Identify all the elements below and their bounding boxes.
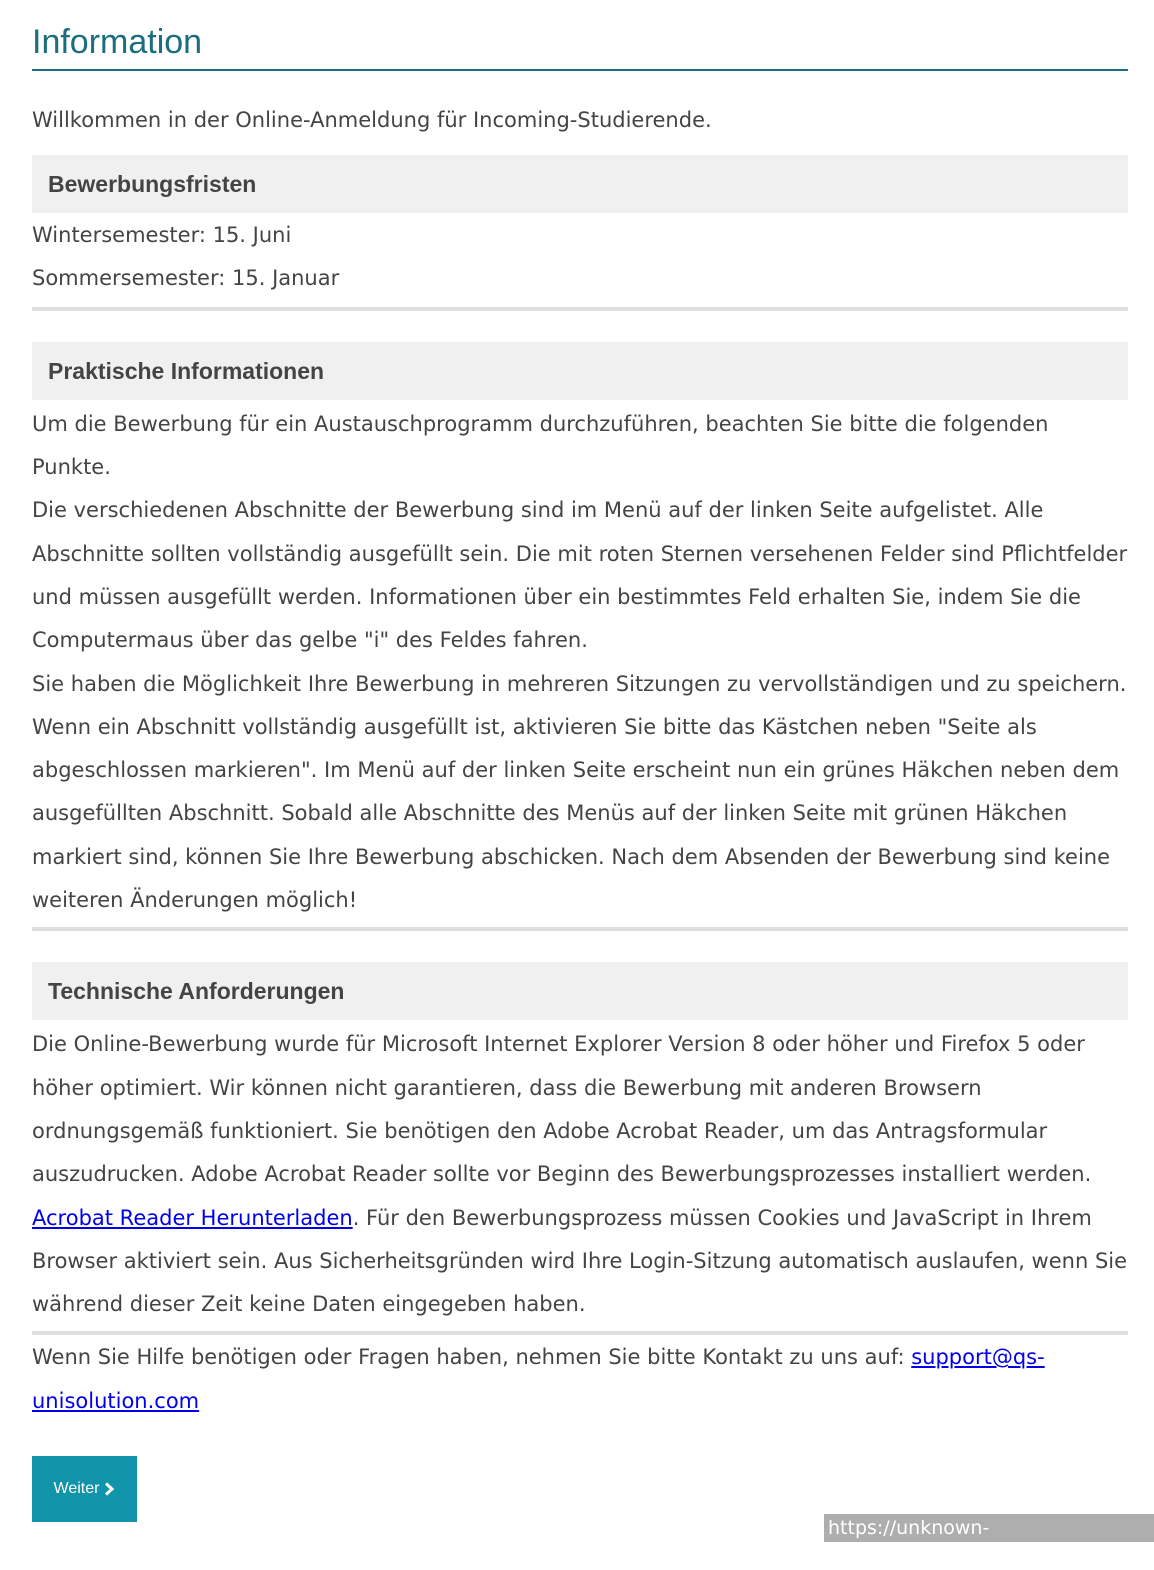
practical-paragraph-1: Um die Bewerbung für ein Austauschprogramm durchzuführen, beachten Sie bitte die folgenden Punkte.: [32, 411, 1049, 480]
practical-paragraph-3: Sie haben die Möglichkeit Ihre Bewerbung in mehreren Sitzungen zu vervollständigen und zu speichern. Wenn ein Abschnitt vollständig ausgefüllt ist, aktivieren Sie bitte das Kästchen neben "Seite als abgeschlossen markieren". Im Menü auf der linken Seite erscheint nun ein grünes Häkchen neben dem ausgefüllten Abschnitt. Sobald alle Abschnitte des Menüs auf der linken Seite mit grünen Häkchen markiert sind, können Sie Ihre Bewerbung abschicken. Nach dem Absenden der Bewerbung sind keine weiteren Änderungen möglich!: [32, 671, 1127, 913]
deadlines-section: [32, 155, 1128, 311]
practical-paragraph-2: Die verschiedenen Abschnitte der Bewerbung sind im Menü auf der linken Seite aufgelistet. Alle Abschnitte sollten vollständig ausgefüllt sein. Die mit roten Sternen versehenen Felder sind Pflichtfelder und müssen ausgefüllt werden. Informationen über ein bestimmtes Feld erhalten Sie, indem Sie die Computermaus über das gelbe "i" des Feldes fahren.: [32, 498, 1128, 653]
help-text: [32, 1335, 1128, 1423]
support-email-link[interactable]: support@qs-unisolution.com: [32, 1345, 1045, 1413]
technical-text-end: . Für den Bewerbungsprozess müssen Cookies und JavaScript in Ihrem Browser aktiviert sein. Aus Sicherheitsgründen wird Ihre Login-Sitzung automatisch auslaufen, wenn Sie während dieser Zeit keine Daten eingegeben haben.: [32, 1205, 1128, 1317]
winter-deadline: Wintersemester: 15. Juni: [32, 223, 292, 247]
acrobat-download-link[interactable]: Acrobat Reader Herunterladen: [32, 1205, 353, 1230]
next-button[interactable]: [32, 1456, 137, 1522]
welcome-text: Willkommen in der Online-Anmeldung für Incoming-Studierende.: [32, 108, 712, 132]
chevron-right-icon: [103, 1482, 115, 1496]
summer-deadline: Sommersemester: 15. Januar: [32, 266, 340, 291]
practical-heading: Praktische Informationen: [32, 342, 1128, 400]
section-divider: [32, 307, 1128, 311]
section-divider: [32, 927, 1128, 931]
technical-section: [32, 962, 1128, 1335]
page-title: Information: [32, 0, 1128, 71]
next-button-label: Weiter: [53, 1480, 100, 1497]
help-message: Wenn Sie Hilfe benötigen oder Fragen haben, nehmen Sie bitte Kontakt zu uns auf:: [32, 1345, 912, 1370]
technical-heading: Technische Anforderungen: [32, 962, 1128, 1020]
main-content: [32, 0, 1128, 1423]
technical-text-start: Die Online-Bewerbung wurde für Microsoft Internet Explorer Version 8 oder höher und Firefox 5 oder höher optimiert. Wir können nicht garantieren, dass die Bewerbung mit anderen Browsern ordnungsgemäß funktioniert. Sie benötigen den Adobe Acrobat Reader, um das Antragsformular auszudrucken. Adobe Acrobat Reader sollte vor Beginn des Bewerbungsprozesses installiert werden.: [32, 1032, 1092, 1187]
practical-section: [32, 342, 1128, 932]
technical-paragraph: [32, 1023, 1128, 1326]
deadlines-heading: Bewerbungsfristen: [32, 155, 1128, 213]
watermark-text: https://unknown-myway.tistory.com: [824, 1514, 1154, 1542]
